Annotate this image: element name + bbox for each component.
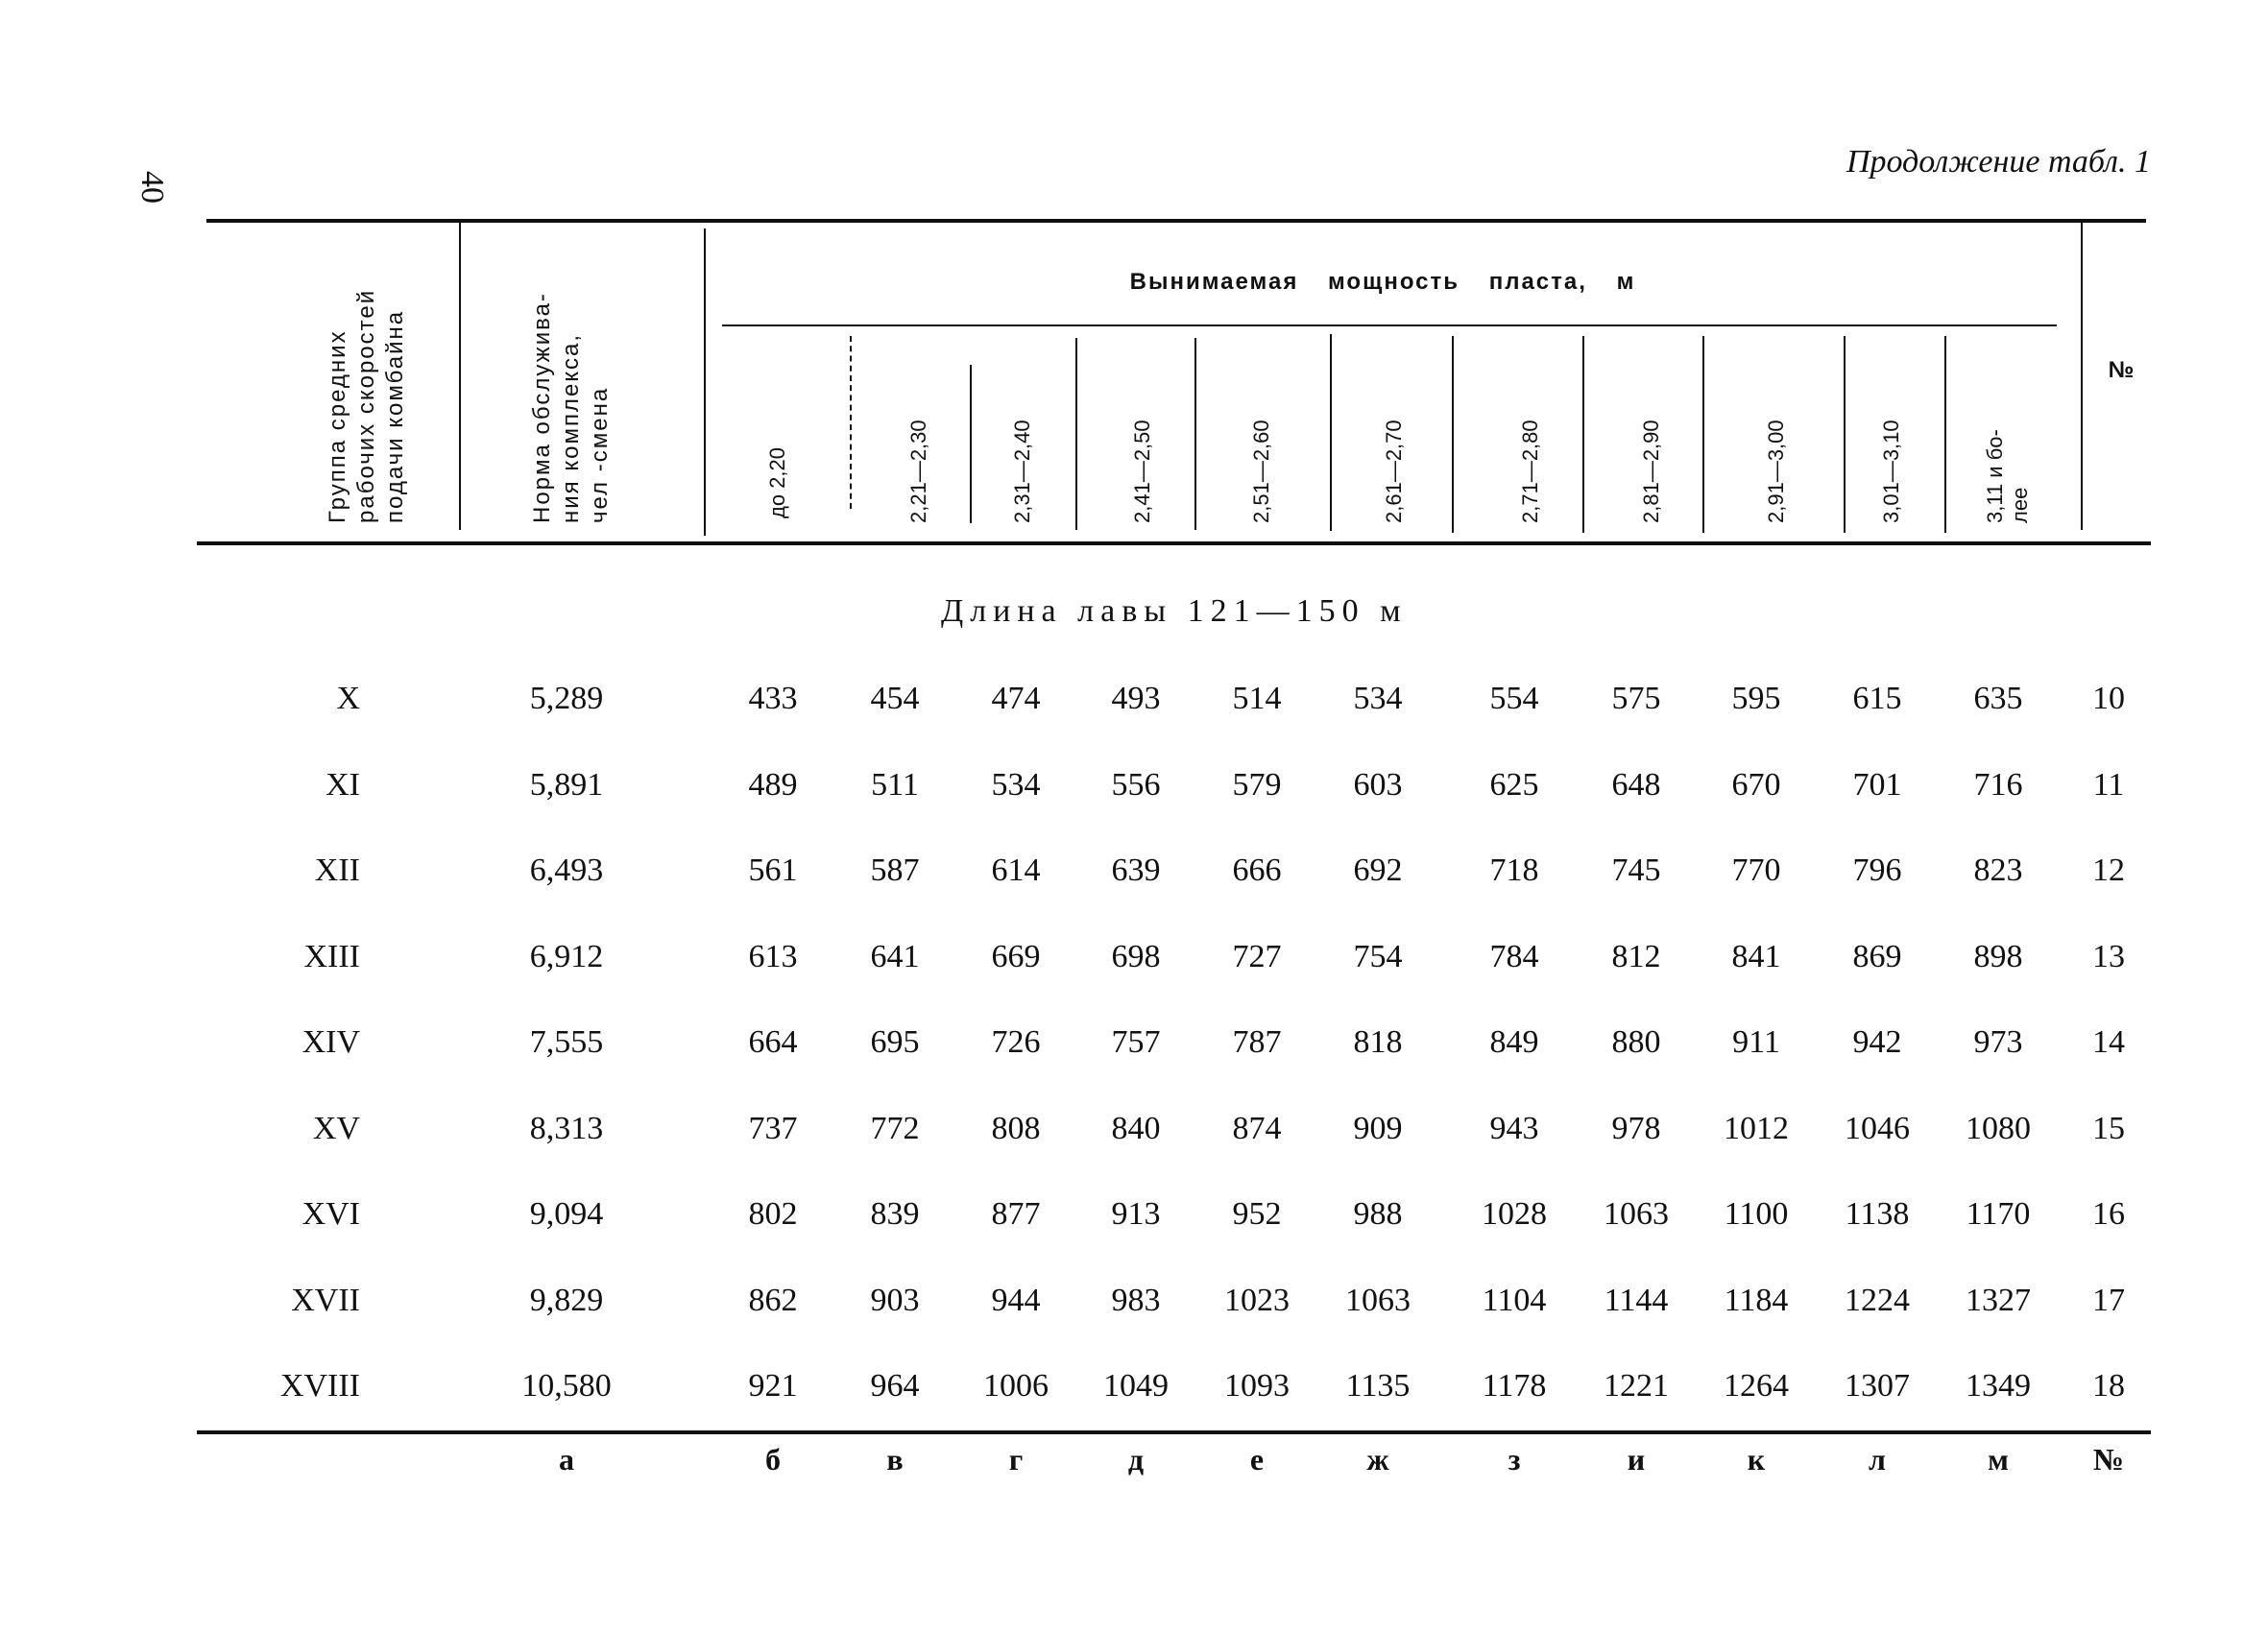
value-cell: 1184 — [1724, 1283, 1789, 1318]
group-cell: XIV — [302, 1024, 360, 1060]
header-divider — [2081, 223, 2083, 530]
value-cell: 716 — [1973, 767, 2023, 803]
row-number-cell: 18 — [2092, 1368, 2125, 1404]
value-cell: 595 — [1731, 681, 1781, 716]
header-divider — [1844, 336, 1846, 533]
range-header: 3,01—3,10 — [1879, 420, 1903, 523]
value-cell: 754 — [1353, 939, 1403, 974]
header-divider — [1330, 334, 1332, 531]
range-header-cont: лее — [2008, 487, 2032, 523]
norm-cell: 6,493 — [529, 853, 604, 888]
continuation-caption: Продолжение табл. 1 — [1846, 144, 2151, 180]
table-bottom-rule — [197, 1430, 2151, 1434]
value-cell: 670 — [1731, 767, 1781, 803]
range-header: 2,61—2,70 — [1382, 420, 1406, 523]
value-cell: 614 — [991, 853, 1041, 888]
value-cell: 952 — [1232, 1196, 1282, 1232]
row-number-cell: 16 — [2092, 1196, 2125, 1232]
value-cell: 745 — [1611, 853, 1661, 888]
row-number-cell: 12 — [2092, 853, 2125, 888]
range-header: 2,21—2,30 — [906, 420, 930, 523]
value-cell: 454 — [870, 681, 920, 716]
column-letter: з — [1508, 1442, 1521, 1477]
header-divider — [1194, 338, 1196, 530]
value-cell: 1080 — [1966, 1111, 2031, 1146]
row-number-cell: 17 — [2092, 1283, 2125, 1318]
value-cell: 823 — [1973, 853, 2023, 888]
value-cell: 1104 — [1482, 1283, 1547, 1318]
range-header: 2,41—2,50 — [1130, 420, 1154, 523]
column-letter: м — [1988, 1442, 2009, 1477]
group-cell: XVIII — [279, 1368, 360, 1404]
value-cell: 973 — [1973, 1024, 2023, 1060]
header-divider — [970, 365, 972, 523]
value-cell: 839 — [870, 1196, 920, 1232]
norm-header-line: ния комплекса, — [558, 332, 584, 523]
value-cell: 664 — [748, 1024, 798, 1060]
value-cell: 1049 — [1103, 1368, 1169, 1404]
value-cell: 666 — [1232, 853, 1282, 888]
value-cell: 802 — [748, 1196, 798, 1232]
value-cell: 1063 — [1345, 1283, 1411, 1318]
group-header-line: Группа средних — [325, 329, 350, 523]
norm-cell: 8,313 — [529, 1111, 604, 1146]
value-cell: 635 — [1973, 681, 2023, 716]
value-cell: 1023 — [1224, 1283, 1290, 1318]
header-divider — [1582, 336, 1584, 533]
column-letter: л — [1869, 1442, 1886, 1477]
column-letter: г — [1008, 1442, 1024, 1477]
value-cell: 1349 — [1966, 1368, 2031, 1404]
value-cell: 869 — [1852, 939, 1902, 974]
value-cell: 796 — [1852, 853, 1902, 888]
value-cell: 770 — [1731, 853, 1781, 888]
header-divider — [850, 336, 852, 509]
thickness-super-header: Вынимаемая мощность пласта, м — [1129, 269, 1636, 295]
row-number-cell: 15 — [2092, 1111, 2125, 1146]
value-cell: 1135 — [1345, 1368, 1411, 1404]
value-cell: 1063 — [1604, 1196, 1669, 1232]
header-divider — [1944, 336, 1946, 533]
value-cell: 1100 — [1724, 1196, 1789, 1232]
range-header: 2,81—2,90 — [1639, 420, 1663, 523]
number-column-header: № — [2108, 357, 2135, 383]
group-cell: XVII — [291, 1283, 360, 1318]
value-cell: 808 — [991, 1111, 1041, 1146]
value-cell: 726 — [991, 1024, 1041, 1060]
column-letter: ж — [1366, 1442, 1389, 1477]
value-cell: 818 — [1353, 1024, 1403, 1060]
value-cell: 669 — [991, 939, 1041, 974]
column-letter: в — [886, 1442, 904, 1477]
value-cell: 862 — [748, 1283, 798, 1318]
value-cell: 641 — [870, 939, 920, 974]
norm-cell: 6,912 — [529, 939, 604, 974]
value-cell: 561 — [748, 853, 798, 888]
group-header-line: рабочих скоростей — [353, 288, 379, 523]
value-cell: 615 — [1852, 681, 1902, 716]
value-cell: 942 — [1852, 1024, 1902, 1060]
column-letter: е — [1249, 1442, 1265, 1477]
value-cell: 911 — [1732, 1024, 1780, 1060]
column-letter: д — [1127, 1442, 1145, 1477]
norm-cell: 9,094 — [529, 1196, 604, 1232]
value-cell: 587 — [870, 853, 920, 888]
value-cell: 909 — [1353, 1111, 1403, 1146]
value-cell: 880 — [1611, 1024, 1661, 1060]
value-cell: 695 — [870, 1024, 920, 1060]
value-cell: 849 — [1489, 1024, 1539, 1060]
value-cell: 978 — [1611, 1111, 1661, 1146]
value-cell: 625 — [1489, 767, 1539, 803]
value-cell: 1264 — [1724, 1368, 1789, 1404]
row-number-cell: 13 — [2092, 939, 2125, 974]
norm-cell: 9,829 — [529, 1283, 604, 1318]
value-cell: 648 — [1611, 767, 1661, 803]
column-letter: № — [2092, 1442, 2125, 1477]
value-cell: 474 — [991, 681, 1041, 716]
value-cell: 613 — [748, 939, 798, 974]
value-cell: 1170 — [1966, 1196, 2031, 1232]
value-cell: 757 — [1111, 1024, 1161, 1060]
norm-cell: 7,555 — [529, 1024, 604, 1060]
value-cell: 701 — [1852, 767, 1902, 803]
value-cell: 556 — [1111, 767, 1161, 803]
value-cell: 983 — [1111, 1283, 1161, 1318]
value-cell: 964 — [870, 1368, 920, 1404]
value-cell: 718 — [1489, 853, 1539, 888]
value-cell: 514 — [1232, 681, 1282, 716]
range-header: 2,91—3,00 — [1764, 420, 1788, 523]
header-divider — [1452, 336, 1454, 533]
value-cell: 1307 — [1845, 1368, 1910, 1404]
value-cell: 534 — [1353, 681, 1403, 716]
section-title: Длина лавы 121—150 м — [941, 593, 1408, 629]
range-header: 2,71—2,80 — [1518, 420, 1542, 523]
value-cell: 921 — [748, 1368, 798, 1404]
value-cell: 812 — [1611, 939, 1661, 974]
column-letter: и — [1627, 1442, 1646, 1477]
group-header-line: подачи комбайна — [382, 309, 408, 523]
value-cell: 840 — [1111, 1111, 1161, 1146]
value-cell: 898 — [1973, 939, 2023, 974]
range-header: 3,11 и бо- — [1983, 429, 2007, 523]
value-cell: 1178 — [1482, 1368, 1547, 1404]
value-cell: 698 — [1111, 939, 1161, 974]
column-letter: а — [559, 1442, 574, 1477]
value-cell: 1138 — [1845, 1196, 1910, 1232]
value-cell: 433 — [748, 681, 798, 716]
value-cell: 1006 — [983, 1368, 1049, 1404]
group-cell: X — [336, 681, 360, 716]
value-cell: 1327 — [1966, 1283, 2031, 1318]
super-header-rule — [722, 324, 2057, 326]
value-cell: 877 — [991, 1196, 1041, 1232]
value-cell: 1012 — [1724, 1111, 1789, 1146]
norm-cell: 5,891 — [529, 767, 604, 803]
group-cell: XI — [326, 767, 360, 803]
value-cell: 639 — [1111, 853, 1161, 888]
value-cell: 874 — [1232, 1111, 1282, 1146]
header-divider — [459, 223, 461, 530]
value-cell: 737 — [748, 1111, 798, 1146]
value-cell: 493 — [1111, 681, 1161, 716]
header-bottom-rule — [197, 541, 2151, 545]
group-cell: XVI — [302, 1196, 360, 1232]
value-cell: 489 — [748, 767, 798, 803]
value-cell: 913 — [1111, 1196, 1161, 1232]
norm-header-line: Норма обслужива- — [529, 292, 555, 523]
norm-header-line: чел -смена — [587, 386, 613, 523]
value-cell: 772 — [870, 1111, 920, 1146]
value-cell: 841 — [1731, 939, 1781, 974]
column-letter: б — [765, 1442, 781, 1477]
value-cell: 575 — [1611, 681, 1661, 716]
value-cell: 787 — [1232, 1024, 1282, 1060]
value-cell: 1221 — [1604, 1368, 1669, 1404]
value-cell: 1093 — [1224, 1368, 1290, 1404]
group-cell: XII — [314, 853, 360, 888]
value-cell: 534 — [991, 767, 1041, 803]
group-cell: XV — [312, 1111, 360, 1146]
group-cell: XIII — [303, 939, 360, 974]
header-divider — [1702, 336, 1704, 533]
column-letter: к — [1747, 1442, 1766, 1477]
value-cell: 1144 — [1604, 1283, 1669, 1318]
value-cell: 943 — [1489, 1111, 1539, 1146]
table-top-rule — [206, 219, 2146, 223]
range-header: до 2,20 — [765, 446, 789, 518]
value-cell: 579 — [1232, 767, 1282, 803]
value-cell: 692 — [1353, 853, 1403, 888]
row-number-cell: 14 — [2092, 1024, 2125, 1060]
value-cell: 727 — [1232, 939, 1282, 974]
value-cell: 944 — [991, 1283, 1041, 1318]
range-header: 2,51—2,60 — [1249, 420, 1273, 523]
value-cell: 1224 — [1845, 1283, 1910, 1318]
value-cell: 903 — [870, 1283, 920, 1318]
page-number: 40 — [134, 171, 170, 204]
value-cell: 784 — [1489, 939, 1539, 974]
row-number-cell: 11 — [2092, 767, 2125, 803]
header-divider — [1075, 338, 1077, 530]
value-cell: 1046 — [1845, 1111, 1910, 1146]
norm-cell: 10,580 — [521, 1368, 612, 1404]
value-cell: 988 — [1353, 1196, 1403, 1232]
value-cell: 603 — [1353, 767, 1403, 803]
range-header: 2,31—2,40 — [1010, 420, 1034, 523]
value-cell: 1028 — [1482, 1196, 1547, 1232]
value-cell: 554 — [1489, 681, 1539, 716]
value-cell: 511 — [871, 767, 919, 803]
row-number-cell: 10 — [2092, 681, 2125, 716]
norm-cell: 5,289 — [529, 681, 604, 716]
